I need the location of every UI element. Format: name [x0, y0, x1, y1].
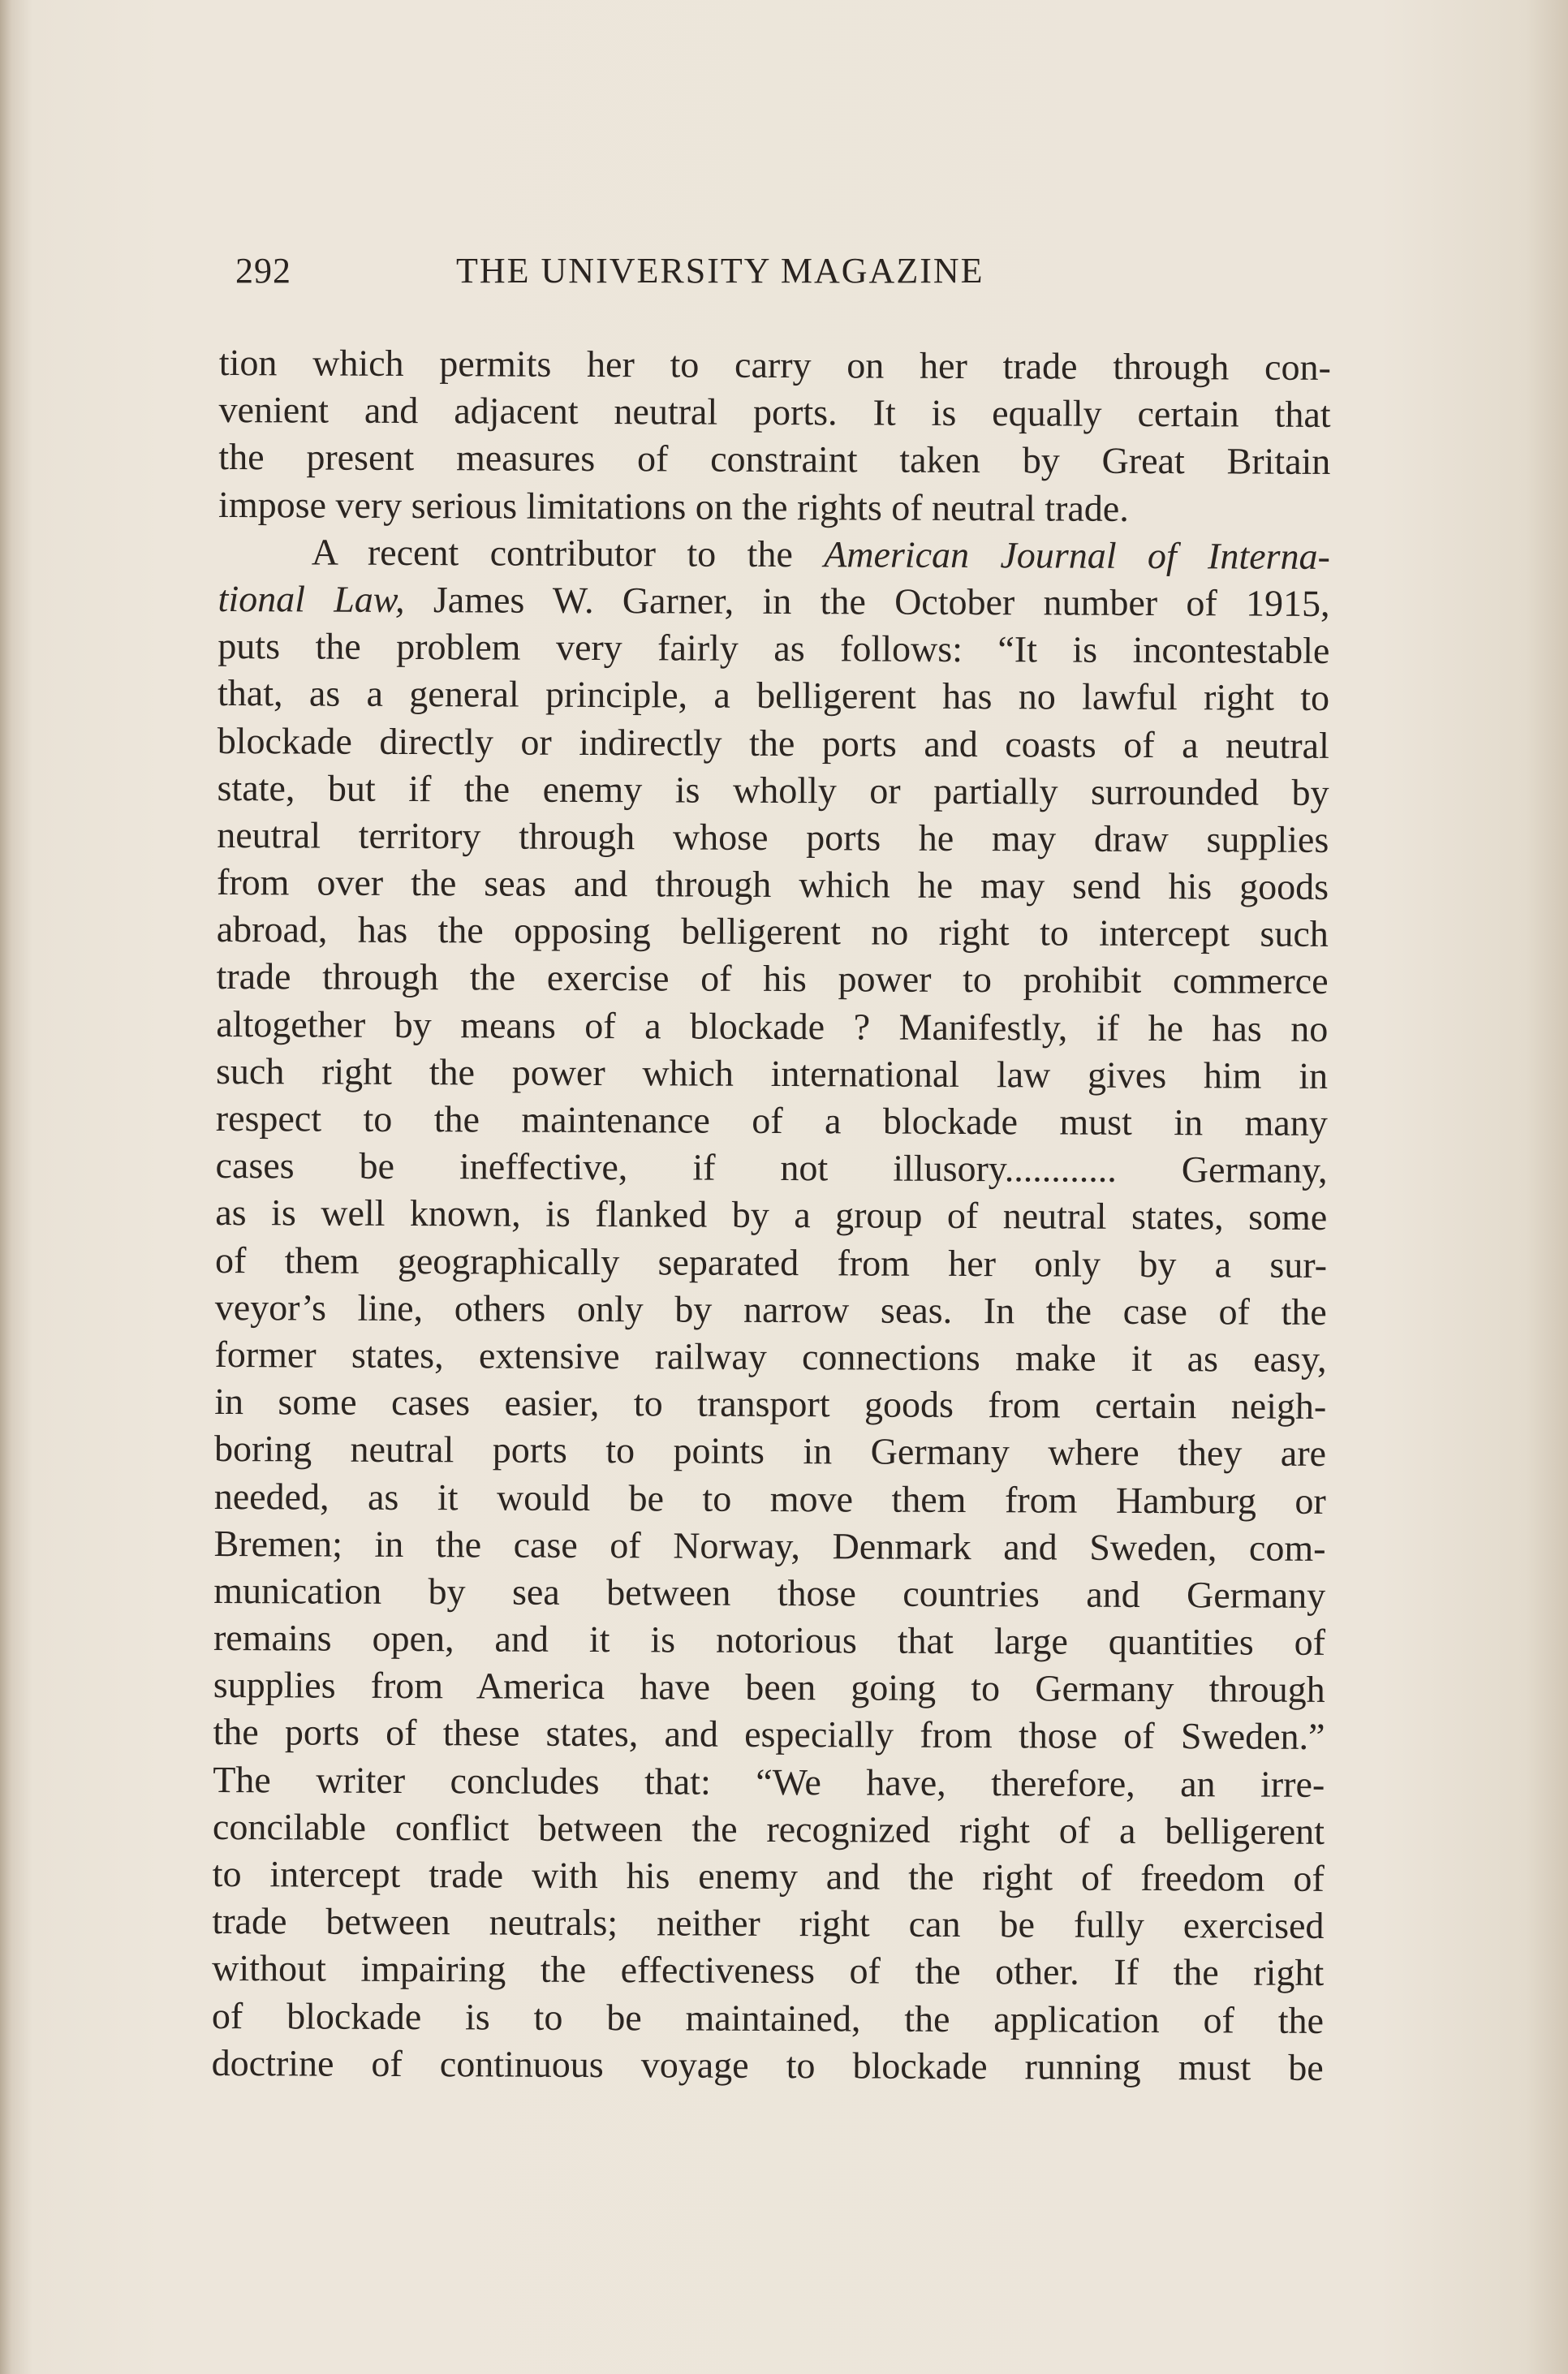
text-line: as is well known, is flanked by a group of neutral states, some [215, 1191, 1328, 1239]
text-line: abroad, has the opposing belligerent no right to intercept such [216, 908, 1329, 955]
text-line: that, as a general principle, a belligerent has no lawful right to [217, 672, 1330, 719]
text-line: blockade directly or indirectly the ports and coasts of a neutral [217, 719, 1329, 766]
text-line: The writer concludes that: “We have, therefore, an irre- [213, 1758, 1325, 1805]
text-line: altogether by means of a blockade ? Manifestly, if he has no [216, 1002, 1329, 1049]
text-line: from over the seas and through which he may send his goods [216, 861, 1329, 908]
text-line: respect to the maintenance of a blockade must in many [215, 1097, 1328, 1144]
text-line: boring neutral ports to points in Germany where they are [213, 1428, 1327, 1475]
paragraph-first-line: A recent contributor to the American Journal of Interna- [311, 531, 1330, 577]
text-line: venient and adjacent neutral ports. It is equally certain that [218, 389, 1331, 436]
text-line: neutral territory through whose ports he may draw supplies [217, 813, 1329, 860]
journal-title-italic: American Journal of Interna- [824, 533, 1330, 577]
body-text [212, 339, 1331, 2092]
text-line: needed, as it would be to move them from Hamburg or [213, 1475, 1326, 1522]
page-number: 292 [235, 251, 291, 291]
text-line: remains open, and it is notorious that large quantities of [213, 1617, 1326, 1664]
text-line: puts the problem very fairly as follows: “It is incontestable [218, 625, 1330, 672]
text-line: veyor’s line, others only by narrow seas. In the case of the [214, 1286, 1327, 1333]
text-line: the ports of these states, and especially from those of Sweden.” [213, 1711, 1325, 1758]
text-line: concilable conflict between the recognized right of a belligerent [212, 1805, 1325, 1852]
text-line: of them geographically separated from her only by a sur- [214, 1239, 1328, 1286]
text-line: tion which permits her to carry on her trade through con- [218, 341, 1331, 388]
text-line: such right the power which international law gives him in [215, 1049, 1329, 1097]
text-line: trade through the exercise of his power to prohibit commerce [216, 955, 1329, 1002]
text-line: former states, extensive railway connections make it as easy, [214, 1333, 1327, 1380]
text-line: in some cases easier, to transport goods from certain neigh- [214, 1381, 1327, 1428]
page-header [235, 250, 1112, 307]
binding-edge [0, 0, 11, 2374]
text-line: state, but if the enemy is wholly or partially surrounded by [217, 766, 1329, 813]
text-line: tional Law, James W. Garner, in the October number of 1915, [218, 577, 1330, 624]
text-line: Bremen; in the case of Norway, Denmark and Sweden, com- [213, 1522, 1326, 1569]
text-line: impose very serious limitations on the rights of neutral trade. [218, 483, 1129, 529]
text-line: cases be ineffective, if not illusory............ Germany, [215, 1144, 1328, 1191]
text-line: to intercept trade with his enemy and the right of freedom of [212, 1852, 1325, 1899]
text-line: munication by sea between those countries and Germany [213, 1569, 1326, 1616]
running-head: THE UNIVERSITY MAGAZINE [456, 251, 984, 291]
text-line: supplies from America have been going to Germany through [213, 1664, 1325, 1711]
text-line: without impairing the effectiveness of the other. If the right [212, 1947, 1325, 1994]
journal-title-italic-cont: tional Law, [218, 577, 405, 620]
text-line: of blockade is to be maintained, the application of the [211, 1994, 1325, 2041]
text-line: trade between neutrals; neither right can be fully exercised [212, 1900, 1325, 1947]
text-line: doctrine of continuous voyage to blockade running must be [211, 2041, 1324, 2088]
text-line: the present measures of constraint taken by Great Britain [218, 436, 1331, 483]
